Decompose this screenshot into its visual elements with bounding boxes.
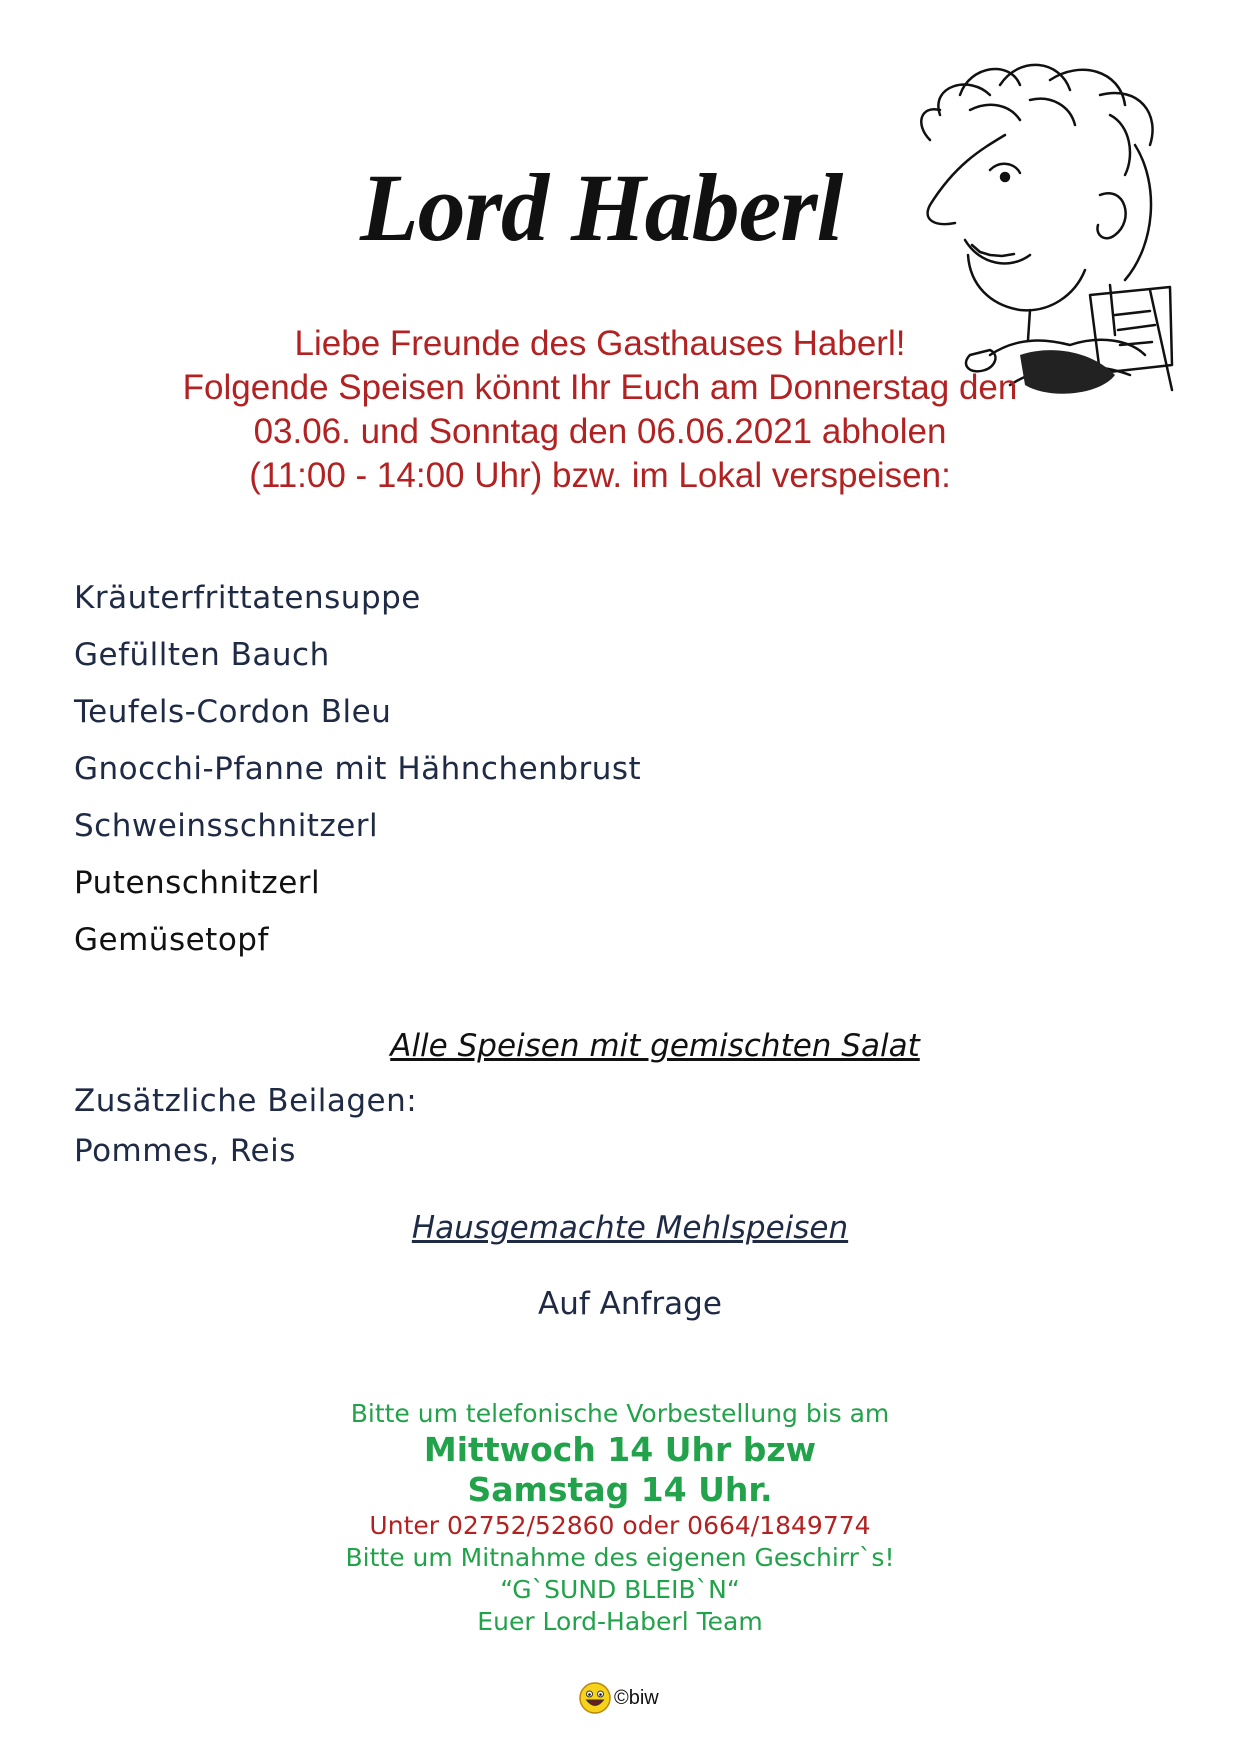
menu-item: Gnocchi-Pfanne mit Hähnchenbrust <box>74 751 642 787</box>
menu-list <box>74 570 641 969</box>
credit-text: ©biw <box>614 1686 659 1709</box>
menu-item: Teufels-Cordon Bleu <box>74 694 392 730</box>
intro-message <box>100 322 1100 498</box>
menu-item: Kräuterfrittatensuppe <box>74 580 421 616</box>
dessert-heading: Hausgemachte Mehlspeisen <box>411 1210 849 1246</box>
restaurant-logo: Lord Haberl <box>360 154 843 261</box>
sides-label: Zusätzliche Beilagen: <box>74 1083 418 1119</box>
intro-line: (11:00 - 14:00 Uhr) bzw. im Lokal verspeisen: <box>249 456 951 495</box>
footer-info <box>0 1398 1240 1638</box>
dishes-note: Bitte um Mitnahme des eigenen Geschirr`s! <box>345 1543 895 1572</box>
sides-items: Pommes, Reis <box>74 1133 296 1169</box>
intro-line: Liebe Freunde des Gasthauses Haberl! <box>294 324 906 363</box>
signature: Euer Lord-Haberl Team <box>477 1607 763 1636</box>
phone-numbers: Unter 02752/52860 oder 0664/1849774 <box>369 1511 871 1540</box>
smiley-icon <box>578 1681 612 1715</box>
deadline-saturday: Samstag 14 Uhr. <box>467 1470 773 1509</box>
menu-item: Schweinsschnitzerl <box>74 808 379 844</box>
intro-line: Folgende Speisen könnt Ihr Euch am Donnerstag den <box>182 368 1018 407</box>
menu-item: Gefüllten Bauch <box>74 637 330 673</box>
salad-note: Alle Speisen mit gemischten Salat <box>390 1028 920 1064</box>
preorder-note: Bitte um telefonische Vorbestellung bis am <box>350 1399 890 1428</box>
menu-item: Putenschnitzerl <box>74 865 321 901</box>
intro-line: 03.06. und Sonntag den 06.06.2021 abholen <box>253 412 947 451</box>
credit <box>578 1678 659 1718</box>
greeting: “G`SUND BLEIB`N“ <box>500 1575 740 1604</box>
menu-item: Gemüsetopf <box>74 922 269 958</box>
deadline-wednesday: Mittwoch 14 Uhr bzw <box>423 1430 817 1469</box>
dessert-note: Auf Anfrage <box>538 1286 722 1322</box>
